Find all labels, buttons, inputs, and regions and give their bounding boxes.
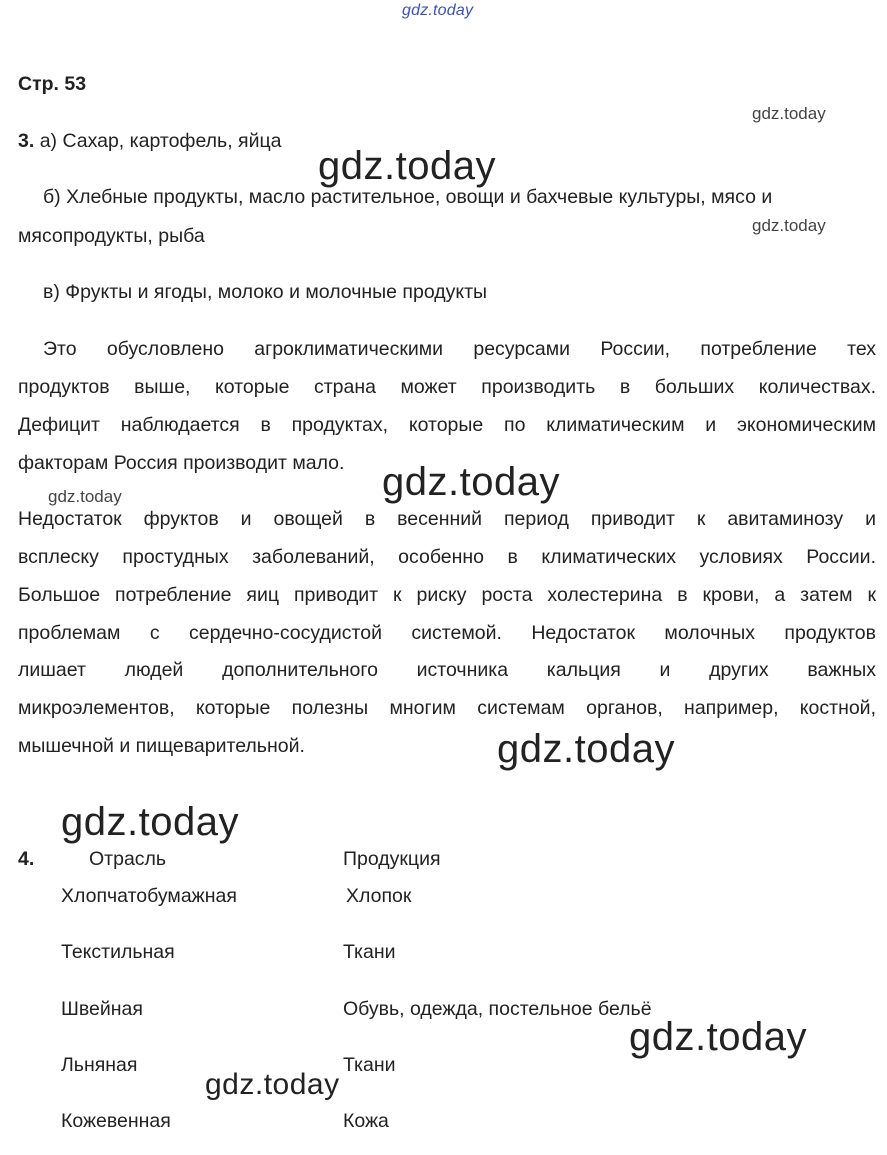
watermark-top[interactable]: gdz.today: [402, 2, 474, 19]
table-cell-product: Кожа: [343, 1110, 389, 1132]
task3-paragraph2-line: микроэлементов, которые полезны многим системам органов, например, костной,: [18, 697, 876, 719]
watermark-large: gdz.today: [318, 144, 496, 188]
table-cell-product: Ткани: [343, 1054, 396, 1076]
watermark-small: gdz.today: [752, 104, 826, 123]
task3-paragraph2-line: всплеску простудных заболеваний, особенно в климатических условиях России.: [18, 546, 876, 568]
watermark-large: gdz.today: [382, 460, 560, 504]
table-header-industry: Отрасль: [89, 848, 167, 870]
table-cell-product: Хлопок: [346, 885, 412, 907]
task3-a-text: а) Сахар, картофель, яйца: [39, 130, 282, 152]
table-cell-product: Ткани: [343, 941, 396, 963]
watermark-large: gdz.today: [61, 800, 239, 844]
watermark-large: gdz.today: [629, 1015, 807, 1059]
task3-paragraph1-line: факторам Россия производит мало.: [18, 452, 345, 474]
task3-paragraph1-line: Это обусловлено агроклиматическими ресурсами России, потребление тех: [43, 338, 876, 360]
table-cell-industry: Льняная: [61, 1054, 138, 1076]
table-cell-industry: Хлопчатобумажная: [61, 885, 237, 907]
task3-paragraph1-line: Дефицит наблюдается в продуктах, которые по климатическим и экономическим: [18, 414, 876, 436]
table-cell-industry: Швейная: [61, 998, 143, 1020]
watermark-small: gdz.today: [752, 216, 826, 235]
task3-answer-b-line1: б) Хлебные продукты, масло растительное, овощи и бахчевые культуры, мясо и: [43, 186, 773, 208]
task3-paragraph2-line: Большое потребление яиц приводит к риску роста холестерина в крови, а затем к: [18, 584, 876, 606]
page-heading: Стр. 53: [18, 73, 87, 95]
table-cell-industry: Текстильная: [61, 941, 175, 963]
table-cell-industry: Кожевенная: [61, 1110, 171, 1132]
table-cell-product: Обувь, одежда, постельное бельё: [343, 998, 652, 1020]
task3-paragraph2-line: Недостаток фруктов и овощей в весенний период приводит к авитаминозу и: [18, 508, 876, 530]
task3-answer-a: [18, 130, 282, 153]
watermark-small: gdz.today: [48, 487, 122, 506]
task3-paragraph2-line: лишает людей дополнительного источника кальция и других важных: [18, 659, 876, 681]
watermark-medium: gdz.today: [205, 1068, 340, 1101]
task3-answer-v: в) Фрукты и ягоды, молоко и молочные продукты: [43, 281, 488, 303]
task4-number: 4.: [18, 848, 35, 870]
task3-paragraph2-line: мышечной и пищеварительной.: [18, 735, 305, 757]
table-header-product: Продукция: [343, 848, 441, 870]
task3-paragraph1-line: продуктов выше, которые страна может производить в больших количествах.: [18, 376, 876, 398]
task3-paragraph2-line: проблемам с сердечно-сосудистой системой. Недостаток молочных продуктов: [18, 622, 876, 644]
task3-answer-b-line2: мясопродукты, рыба: [18, 225, 205, 247]
task3-number: 3.: [18, 130, 35, 152]
watermark-large: gdz.today: [497, 727, 675, 771]
